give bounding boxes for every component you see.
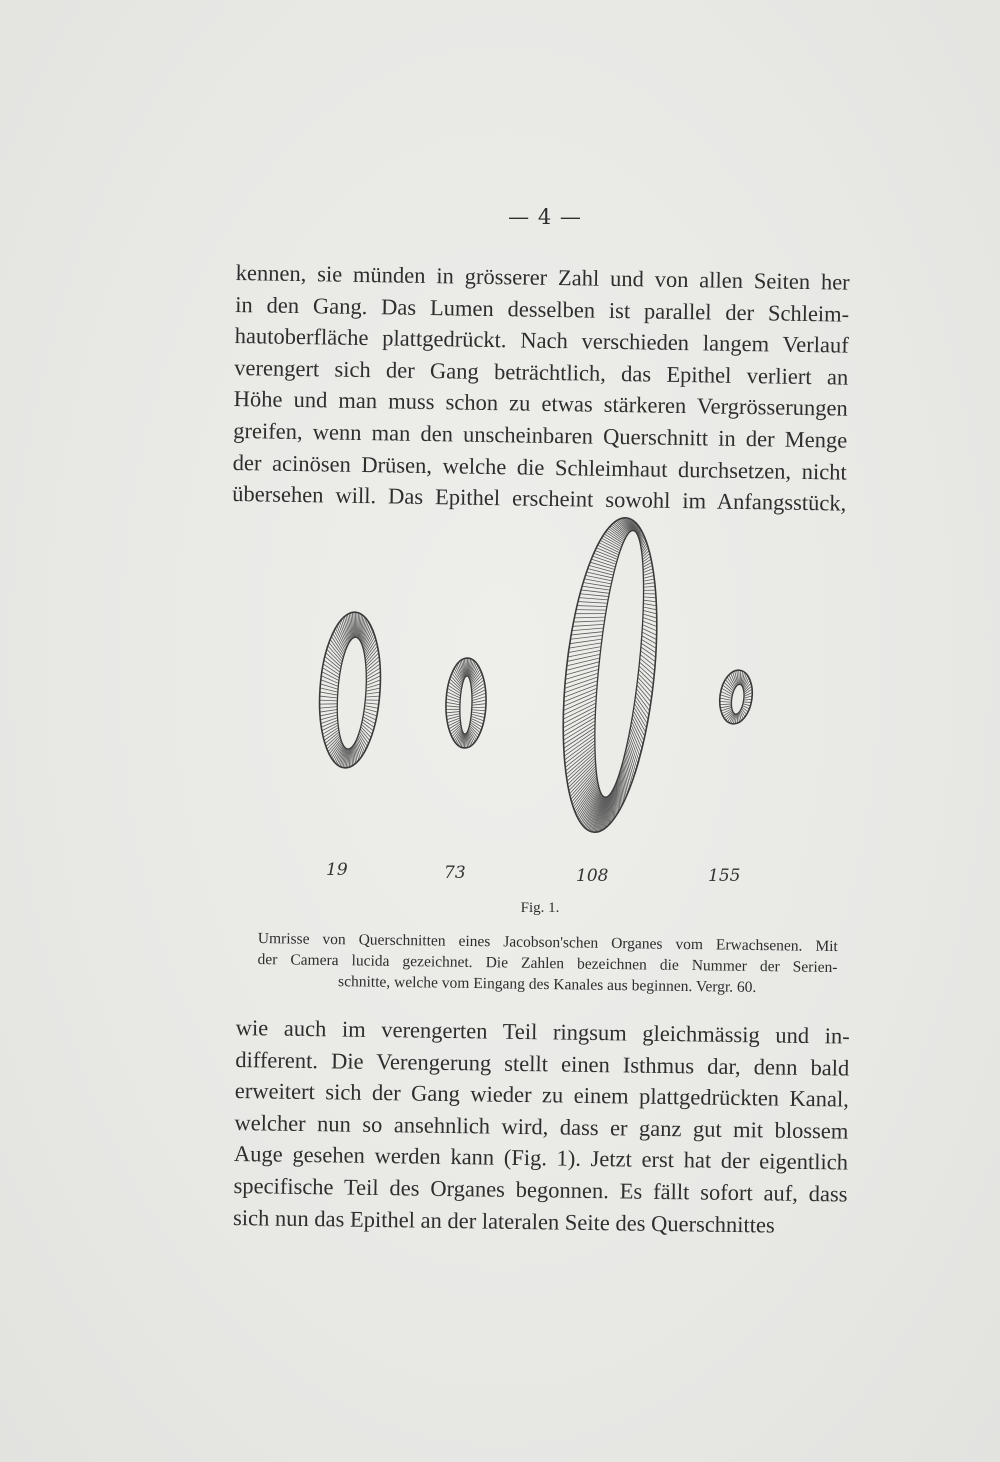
text-line: wie auch im verengerten Teil ringsum gleichmässig und in- (235, 1014, 850, 1049)
caption-line: Umrisse von Querschnitten eines Jacobson'schen Organes vom Erwachsenen. Mit (257, 929, 838, 956)
text-line: welcher nun so ansehnlich wird, dass er ganz gut mit blossem (234, 1109, 849, 1144)
figure-caption (257, 928, 838, 999)
text-line: greifen, wenn man den unscheinbaren Querschnitt in der Menge (233, 417, 848, 453)
text-line: in den Gang. Das Lumen desselben ist parallel der Schleim- (235, 291, 850, 327)
cross-section-108 (550, 515, 671, 837)
text-line: hautoberfläche plattgedrückt. Nach verschieden langem Verlauf (234, 323, 849, 358)
caption-line: der Camera lucida gezeichnet. Die Zahlen bezeichnen die Nummer der Serien- (257, 950, 838, 977)
text-line: different. Die Verengerung stellt einen Isthmus dar, denn bald (235, 1046, 850, 1081)
text-line: kennen, sie münden in grösserer Zahl und von allen Seiten her (235, 259, 850, 295)
cross-section-73 (444, 657, 487, 748)
text-line: erweitert sich der Gang wieder zu einem plattgedrückten Kanal, (234, 1078, 850, 1112)
text-line: verengert sich der Gang beträchtlich, das Epithel verliert an (234, 354, 849, 390)
top-paragraph (232, 257, 850, 519)
section-number-19: 19 (326, 860, 348, 880)
section-number-108: 108 (576, 866, 609, 886)
text-line: Auge gesehen werden kann (Fig. 1). Jetzt erst hat der eigentlich (233, 1141, 849, 1175)
text-line: sich nun das Epithel an der lateralen Seite des Querschnittes (232, 1204, 775, 1238)
text-line: specifische Teil des Organes begonnen. Es fällt sofort auf, dass (233, 1172, 848, 1207)
figure-cross-sections (280, 515, 840, 855)
caption-line: schnitte, welche vom Eingang des Kanales aus beginnen. Vergr. 60. (337, 973, 757, 996)
cross-section-drawings (280, 515, 840, 855)
section-number-73: 73 (444, 863, 466, 883)
bottom-paragraph (233, 1012, 850, 1242)
text-line: der acinösen Drüsen, welche die Schleimhaut durchsetzen, nicht (232, 449, 847, 485)
cross-section-155 (716, 668, 755, 726)
text-line: übersehen will. Das Epithel erscheint sowohl im Anfangsstück, (232, 481, 847, 516)
section-number-155: 155 (708, 866, 741, 886)
cross-section-19 (315, 610, 386, 770)
text-line: Höhe und man muss schon zu etwas stärkeren Vergrösserungen (233, 386, 848, 422)
page-number: — 4 — (508, 205, 582, 229)
figure-label: Fig. 1. (520, 900, 560, 916)
